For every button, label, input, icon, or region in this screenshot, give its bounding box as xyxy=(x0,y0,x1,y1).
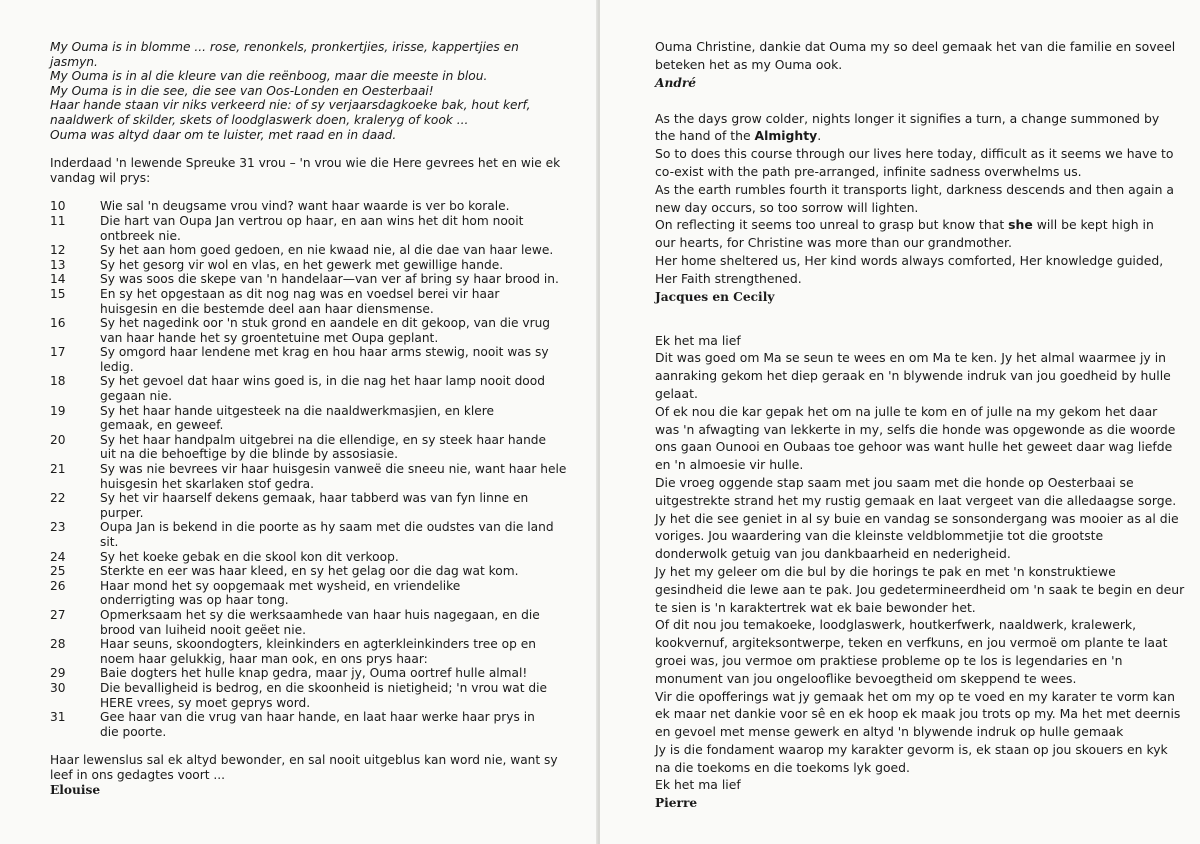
verse-text xyxy=(100,564,578,579)
andre-paragraph xyxy=(655,38,1178,74)
letter-line: Ek het ma lief xyxy=(655,777,741,793)
verse-line: Sy het haar hande uitgesteek na die naaldwerkmasjien, en klere xyxy=(100,403,495,418)
verse-number: 10 xyxy=(50,199,66,214)
verse-number: 15 xyxy=(50,286,66,301)
lead-paragraph xyxy=(50,156,578,185)
poem-line: Her home sheltered us, Her kind words always comforted, Her knowledge guided, xyxy=(655,252,1164,268)
verse-text xyxy=(100,272,578,287)
letter-line: en gevoel met mense gewerk en altyd 'n blywende indruk op hulle gemaak xyxy=(655,724,1124,740)
verse-number: 16 xyxy=(50,316,66,331)
verse-line: gegaan nie. xyxy=(100,389,172,404)
verse-line: Sy het gesorg vir wol en vlas, en het gewerk met gewillige hande. xyxy=(100,257,504,272)
verse-line: Sy het gevoel dat haar wins goed is, in die nag het haar lamp nooit dood xyxy=(100,374,545,389)
verse-line: Sy was nie bevrees vir haar huisgesin vanweë die sneeu nie, want haar hele xyxy=(100,462,567,477)
verse-number: 28 xyxy=(50,637,66,652)
intro-line: My Ouma is in die see, die see van Oos-Londen en Oesterbaai! xyxy=(50,83,434,98)
verse-text xyxy=(100,608,578,637)
letter-line: Of dit nou jou temakoeke, loodglaswerk, houtkerfwerk, naaldwerk, kralewerk, xyxy=(655,617,1137,633)
verse-line: Sy het vir haarself dekens gemaak, haar tabberd was van fyn linne en xyxy=(100,491,529,506)
verse-text xyxy=(100,637,578,666)
pierre-letter xyxy=(655,332,1185,795)
poem-text: will be kept high in xyxy=(1032,217,1154,233)
poem-line: new day occurs, so too sorrow will lighten. xyxy=(655,199,919,215)
verse-row xyxy=(50,214,578,243)
verse-row xyxy=(50,579,578,608)
verse-line: huisgesin het skarlaken stof gedra. xyxy=(100,476,314,491)
verse-row xyxy=(50,666,578,681)
intro-paragraph xyxy=(50,40,578,142)
intro-line: jasmyn. xyxy=(50,54,98,69)
signature-andre: André xyxy=(655,75,697,90)
letter-line: ons gaan Ounooi en Oubaas toe gehoor was want hulle het geweet daar wag liefde xyxy=(655,439,1173,455)
verse-line: Baie dogters het hulle knap gedra, maar jy, Ouma oortref hulle almal! xyxy=(100,666,528,681)
verse-text xyxy=(100,214,578,243)
verse-number: 12 xyxy=(50,243,66,258)
verse-row xyxy=(50,491,578,520)
letter-line: ek maar net dankie voor sê en ek hoop ek maak jou trots op my. Ma het met deernis xyxy=(655,706,1181,722)
signature-pierre: Pierre xyxy=(655,796,698,811)
verse-text xyxy=(100,666,578,681)
verse-line: Wie sal 'n deugsame vrou vind? want haar waarde is ver bo korale. xyxy=(100,199,510,214)
poem-line: co-exist with the path pre-arranged, infinite sadness overwhelms us. xyxy=(655,163,1082,179)
poem-line xyxy=(655,216,1178,234)
verse-row xyxy=(50,637,578,666)
verse-line: Sy omgord haar lendene met krag en hou haar arms stewig, nooit was sy xyxy=(100,345,549,360)
verse-row xyxy=(50,374,578,403)
closing-paragraph xyxy=(50,753,578,782)
verse-list xyxy=(50,199,578,739)
verse-number: 31 xyxy=(50,710,66,725)
poem-text: On reflecting it seems too unreal to grasp but know that xyxy=(655,217,1009,233)
poem-line xyxy=(655,127,1178,145)
poem-line: So to does this course through our lives here today, difficult as it seems we have to xyxy=(655,146,1174,162)
right-page xyxy=(600,0,1200,844)
verse-number: 13 xyxy=(50,257,66,272)
verse-line: ledig. xyxy=(100,359,134,374)
letter-line: Vir die opofferings wat jy gemaak het om my op te voed en my karater te vorm kan xyxy=(655,688,1175,704)
poem-text: the hand of the xyxy=(655,128,755,144)
verse-text xyxy=(100,243,578,258)
letter-line: Ek het ma lief xyxy=(655,332,741,348)
verse-row xyxy=(50,272,578,287)
verse-number: 30 xyxy=(50,680,66,695)
verse-row xyxy=(50,316,578,345)
verse-text xyxy=(100,404,578,433)
poem-emphasis: Almighty xyxy=(754,128,818,144)
verse-line: brood van luiheid nooit geëet nie. xyxy=(100,622,307,637)
letter-line: Of ek nou die kar gepak het om na julle te kom en of julle na my gekom het daar xyxy=(655,403,1158,419)
verse-line: Gee haar van die vrug van haar hande, en laat haar werke haar prys in xyxy=(100,710,535,725)
verse-row xyxy=(50,710,578,739)
verse-line: die poorte. xyxy=(100,724,167,739)
verse-row xyxy=(50,258,578,273)
verse-line: purper. xyxy=(100,505,144,520)
verse-line: Sy het koeke gebak en die skool kon dit verkoop. xyxy=(100,549,399,564)
verse-line: noem haar gelukkig, haar man ook, en ons prys haar: xyxy=(100,651,428,666)
poem-text: . xyxy=(817,128,822,144)
verse-text xyxy=(100,710,578,739)
letter-line: was 'n afwagting van lekkerte in my, selfs die honde was opgewonde as die woorde xyxy=(655,421,1176,437)
verse-line: gemaak, en geweef. xyxy=(100,418,224,433)
verse-line: Oupa Jan is bekend in die poorte as hy saam met die oudstes van die land xyxy=(100,520,554,535)
verse-row xyxy=(50,520,578,549)
verse-text xyxy=(100,258,578,273)
verse-line: Haar mond het sy oopgemaak met wysheid, en vriendelike xyxy=(100,578,461,593)
lead-line: Inderdaad 'n lewende Spreuke 31 vrou – 'n vrou wie die Here gevrees het en wie ek xyxy=(50,156,561,171)
verse-row xyxy=(50,345,578,374)
verse-line: uit na die behoeftige by die blinde by assosiasie. xyxy=(100,447,399,462)
poem-line: our hearts, for Christine was more than our grandmother. xyxy=(655,235,1012,251)
letter-line: Jy is die fondament waarop my karakter gevorm is, ek staan op jou skouers en kyk xyxy=(655,741,1168,757)
verse-text xyxy=(100,550,578,565)
verse-text xyxy=(100,316,578,345)
verse-text xyxy=(100,374,578,403)
poem-emphasis: she xyxy=(1008,217,1033,233)
verse-text xyxy=(100,681,578,710)
english-poem xyxy=(655,110,1178,288)
verse-line: HERE vrees, sy moet geprys word. xyxy=(100,695,311,710)
letter-line: Jy het die see geniet in al sy buie en vandag se sonsondergang was mooier as al die xyxy=(655,510,1179,526)
letter-line: uitgestrekte strand het my rustig gemaak en laat vergeet van die alledaagse sorge. xyxy=(655,492,1177,508)
verse-number: 25 xyxy=(50,564,66,579)
andre-line: beteken het as my Ouma ook. xyxy=(655,56,843,72)
signature-jacques-cecily: Jacques en Cecily xyxy=(655,289,775,304)
verse-number: 24 xyxy=(50,549,66,564)
lead-line: vandag wil prys: xyxy=(50,170,151,185)
letter-line: na die toekoms en die toekoms lyk goed. xyxy=(655,759,910,775)
andre-line: Ouma Christine, dankie dat Ouma my so deel gemaak het van die familie en soveel xyxy=(655,39,1176,54)
verse-line: huisgesin en die bestemde deel aan haar diensmense. xyxy=(100,301,434,316)
closing-line: leef in ons gedagtes voort ... xyxy=(50,767,226,782)
verse-number: 26 xyxy=(50,578,66,593)
verse-row xyxy=(50,681,578,710)
poem-line: Her Faith strengthened. xyxy=(655,270,802,286)
letter-line: voriges. Jou waardering van die kleinste veldblommetjie tot die grootste xyxy=(655,528,1104,544)
verse-number: 11 xyxy=(50,213,66,228)
verse-row xyxy=(50,564,578,579)
verse-row xyxy=(50,404,578,433)
letter-line: en 'n almoesie vir hulle. xyxy=(655,457,804,473)
letter-line: Die vroeg oggende stap saam met jou saam met die honde op Oesterbaai se xyxy=(655,474,1134,490)
verse-text xyxy=(100,287,578,316)
closing-line: Haar lewenslus sal ek altyd bewonder, en sal nooit uitgeblus kan word nie, want sy xyxy=(50,753,558,768)
verse-row xyxy=(50,462,578,491)
intro-line: My Ouma is in blomme ... rose, renonkels, pronkertjies, irisse, kappertjies en xyxy=(50,40,519,54)
letter-line: Jy het my geleer om die bul by die horings te pak en met 'n konstruktiewe xyxy=(655,563,1116,579)
verse-text xyxy=(100,462,578,491)
verse-number: 17 xyxy=(50,345,66,360)
letter-line: donderwolk getuig van jou dankbaarheid en nederigheid. xyxy=(655,546,1011,562)
intro-line: naaldwerk of skilder, skets of loodglaswerk doen, kraleryg of kook ... xyxy=(50,112,469,127)
verse-number: 19 xyxy=(50,403,66,418)
verse-row xyxy=(50,287,578,316)
left-page xyxy=(0,0,598,844)
letter-line: Dit was goed om Ma se seun te wees en om Ma te ken. Jy het almal waarmee jy in xyxy=(655,350,1166,366)
letter-line: te sien is 'n karaktertrek wat ek baie bewonder het. xyxy=(655,599,976,615)
letter-line: gelaat. xyxy=(655,385,698,401)
verse-number: 22 xyxy=(50,491,66,506)
verse-line: sit. xyxy=(100,535,119,549)
letter-line: gesindheid die lewe aan te pak. Jou gedetermineerdheid om 'n saak te begin en deur xyxy=(655,581,1185,597)
verse-line: Die hart van Oupa Jan vertrou op haar, en aan wins het dit hom nooit xyxy=(100,213,524,228)
verse-line: Sy het aan hom goed gedoen, en nie kwaad nie, al die dae van haar lewe. xyxy=(100,243,554,258)
verse-line: Haar seuns, skoondogters, kleinkinders en agterkleinkinders tree op en xyxy=(100,637,536,652)
verse-row xyxy=(50,608,578,637)
verse-line: Sy het haar handpalm uitgebrei na die ellendige, en sy steek haar hande xyxy=(100,432,547,447)
letter-line: aanraking gekom het diep geraak en 'n blywende indruk van jou goedheid by hulle xyxy=(655,368,1171,384)
verse-line: onderrigting was op haar tong. xyxy=(100,593,289,608)
verse-line: Opmerksaam het sy die werksaamhede van haar huis nagegaan, en die xyxy=(100,607,540,622)
poem-line: As the days grow colder, nights longer it signifies a turn, a change summoned by xyxy=(655,110,1160,126)
verse-number: 20 xyxy=(50,432,66,447)
intro-line: My Ouma is in al die kleure van die reënboog, maar die meeste in blou. xyxy=(50,69,488,84)
verse-text xyxy=(100,520,578,549)
verse-text xyxy=(100,579,578,608)
verse-number: 14 xyxy=(50,272,66,287)
verse-number: 18 xyxy=(50,374,66,389)
signature-elouise: Elouise xyxy=(50,782,101,797)
verse-line: ontbreek nie. xyxy=(100,228,181,243)
verse-text xyxy=(100,433,578,462)
verse-number: 23 xyxy=(50,520,66,535)
letter-line: monument van jou ongelooflike bevoegtheid om skeppend te wees. xyxy=(655,670,1077,686)
verse-row xyxy=(50,199,578,214)
intro-line: Haar hande staan vir niks verkeerd nie: of sy verjaarsdagkoeke bak, hout kerf, xyxy=(50,98,531,113)
verse-number: 21 xyxy=(50,462,66,477)
verse-line: Sterkte en eer was haar kleed, en sy het gelag oor die dag wat kom. xyxy=(100,564,519,579)
verse-line: Die bevalligheid is bedrog, en die skoonheid is nietigheid; 'n vrou wat die xyxy=(100,680,547,695)
letter-line: groei was, jou vermoe om praktiese probleme op te los is legendaries en 'n xyxy=(655,652,1123,668)
verse-text xyxy=(100,491,578,520)
verse-line: En sy het opgestaan as dit nog nag was en voedsel berei vir haar xyxy=(100,286,500,301)
intro-line: Ouma was altyd daar om te luister, met raad en in daad. xyxy=(50,127,397,142)
poem-line: As the earth rumbles fourth it transports light, darkness descends and then again a xyxy=(655,181,1175,197)
verse-text xyxy=(100,199,578,214)
verse-line: van haar hande het sy groentetuine met Oupa geplant. xyxy=(100,330,439,345)
verse-number: 27 xyxy=(50,607,66,622)
verse-row xyxy=(50,550,578,565)
verse-line: Sy het nagedink oor 'n stuk grond en aandele en dit gekoop, van die vrug xyxy=(100,316,551,331)
letter-line: kookvernuf, argiteksontwerpe, teken en verfkuns, en jou vermoë om plante te laat xyxy=(655,635,1168,651)
verse-line: Sy was soos die skepe van 'n handelaar—van ver af bring sy haar brood in. xyxy=(100,272,559,287)
verse-row xyxy=(50,243,578,258)
verse-text xyxy=(100,345,578,374)
verse-number: 29 xyxy=(50,666,66,681)
verse-row xyxy=(50,433,578,462)
